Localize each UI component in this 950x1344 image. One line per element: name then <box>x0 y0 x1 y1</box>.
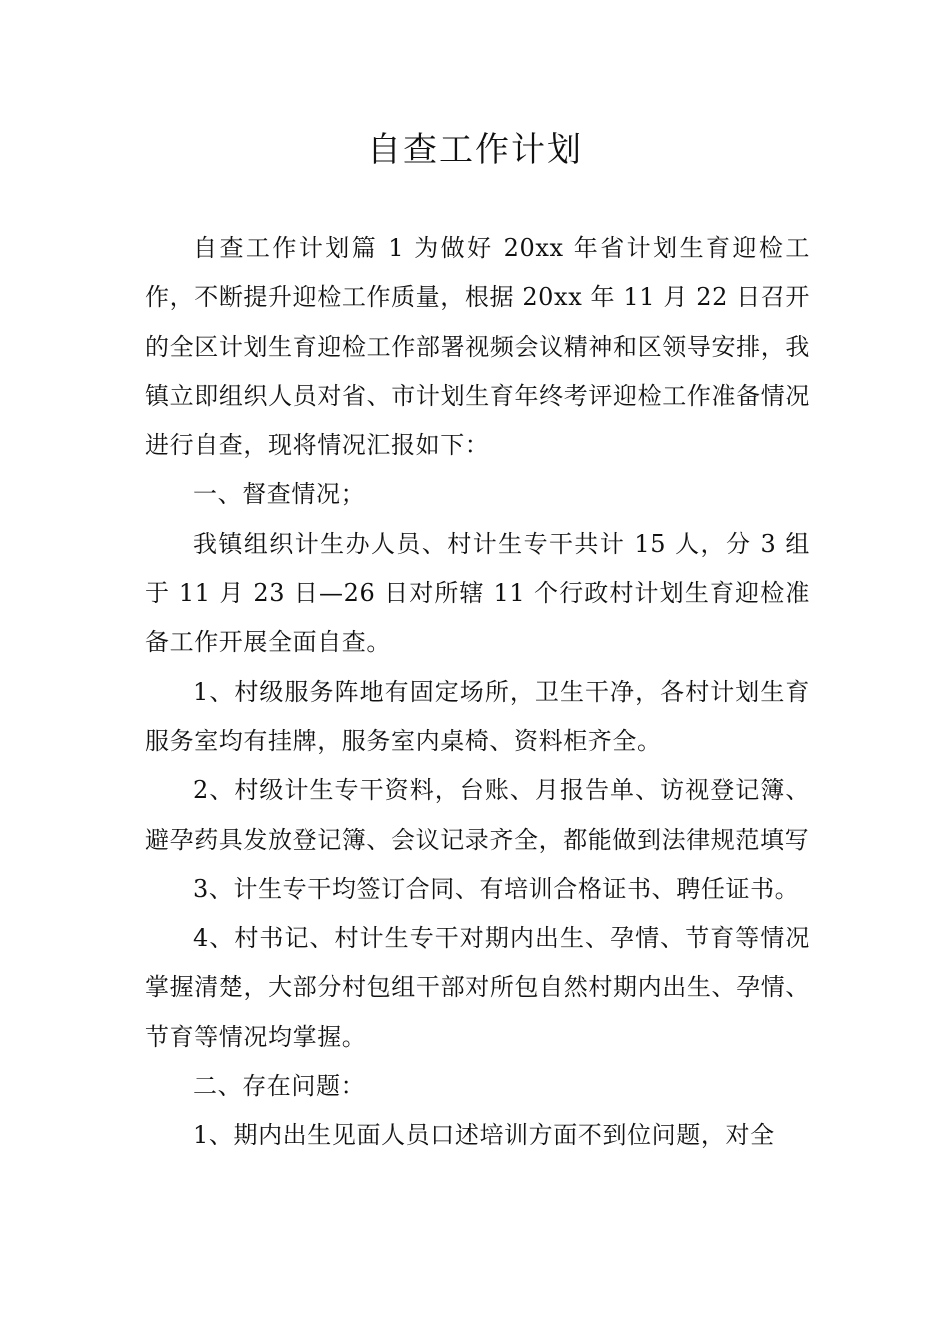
paragraph-item-4: 4、村书记、村计生专干对期内出生、孕情、节育等情况掌握清楚，大部分村包组干部对所包自然村期内出生、孕情、节育等情况均掌握。 <box>145 924 810 1051</box>
document-body <box>145 224 810 1161</box>
document-title: 自查工作计划 <box>367 130 583 170</box>
paragraph-item-1: 1、村级服务阵地有固定场所，卫生干净，各村计划生育服务室均有挂牌，服务室内桌椅、资料柜齐全。 <box>145 677 810 755</box>
paragraph-item-2: 2、村级计生专干资料，台账、月报告单、访视登记簿、避孕药具发放登记簿、会议记录齐全，都能做到法律规范填写 <box>145 776 810 854</box>
paragraph-section-heading-2: 二、存在问题： <box>193 1072 366 1101</box>
paragraph-problem-1: 1、期内出生见面人员口述培训方面不到位问题，对全 <box>193 1121 775 1150</box>
paragraph-item-3: 3、计生专干均签订合同、有培训合格证书、聘任证书。 <box>193 874 800 903</box>
paragraph-inspection-overview: 我镇组织计生办人员、村计生专干共计 15 人，分 3 组于 11 月 23 日—26 日对所辖 11 个行政村计划生育迎检准备工作开展全面自查。 <box>145 529 810 657</box>
paragraph-intro: 自查工作计划篇 1 为做好 20xx 年省计划生育迎检工作，不断提升迎检工作质量，根据 20xx 年 11 月 22 日召开的全区计划生育迎检工作部署视频会议精神和区领导安排，我镇立即组织人员对省、市计划生育年终考评迎检工作准备情况进行自查，现将情况汇报如下： <box>145 234 810 460</box>
paragraph-section-heading-1: 一、督查情况； <box>193 480 366 509</box>
